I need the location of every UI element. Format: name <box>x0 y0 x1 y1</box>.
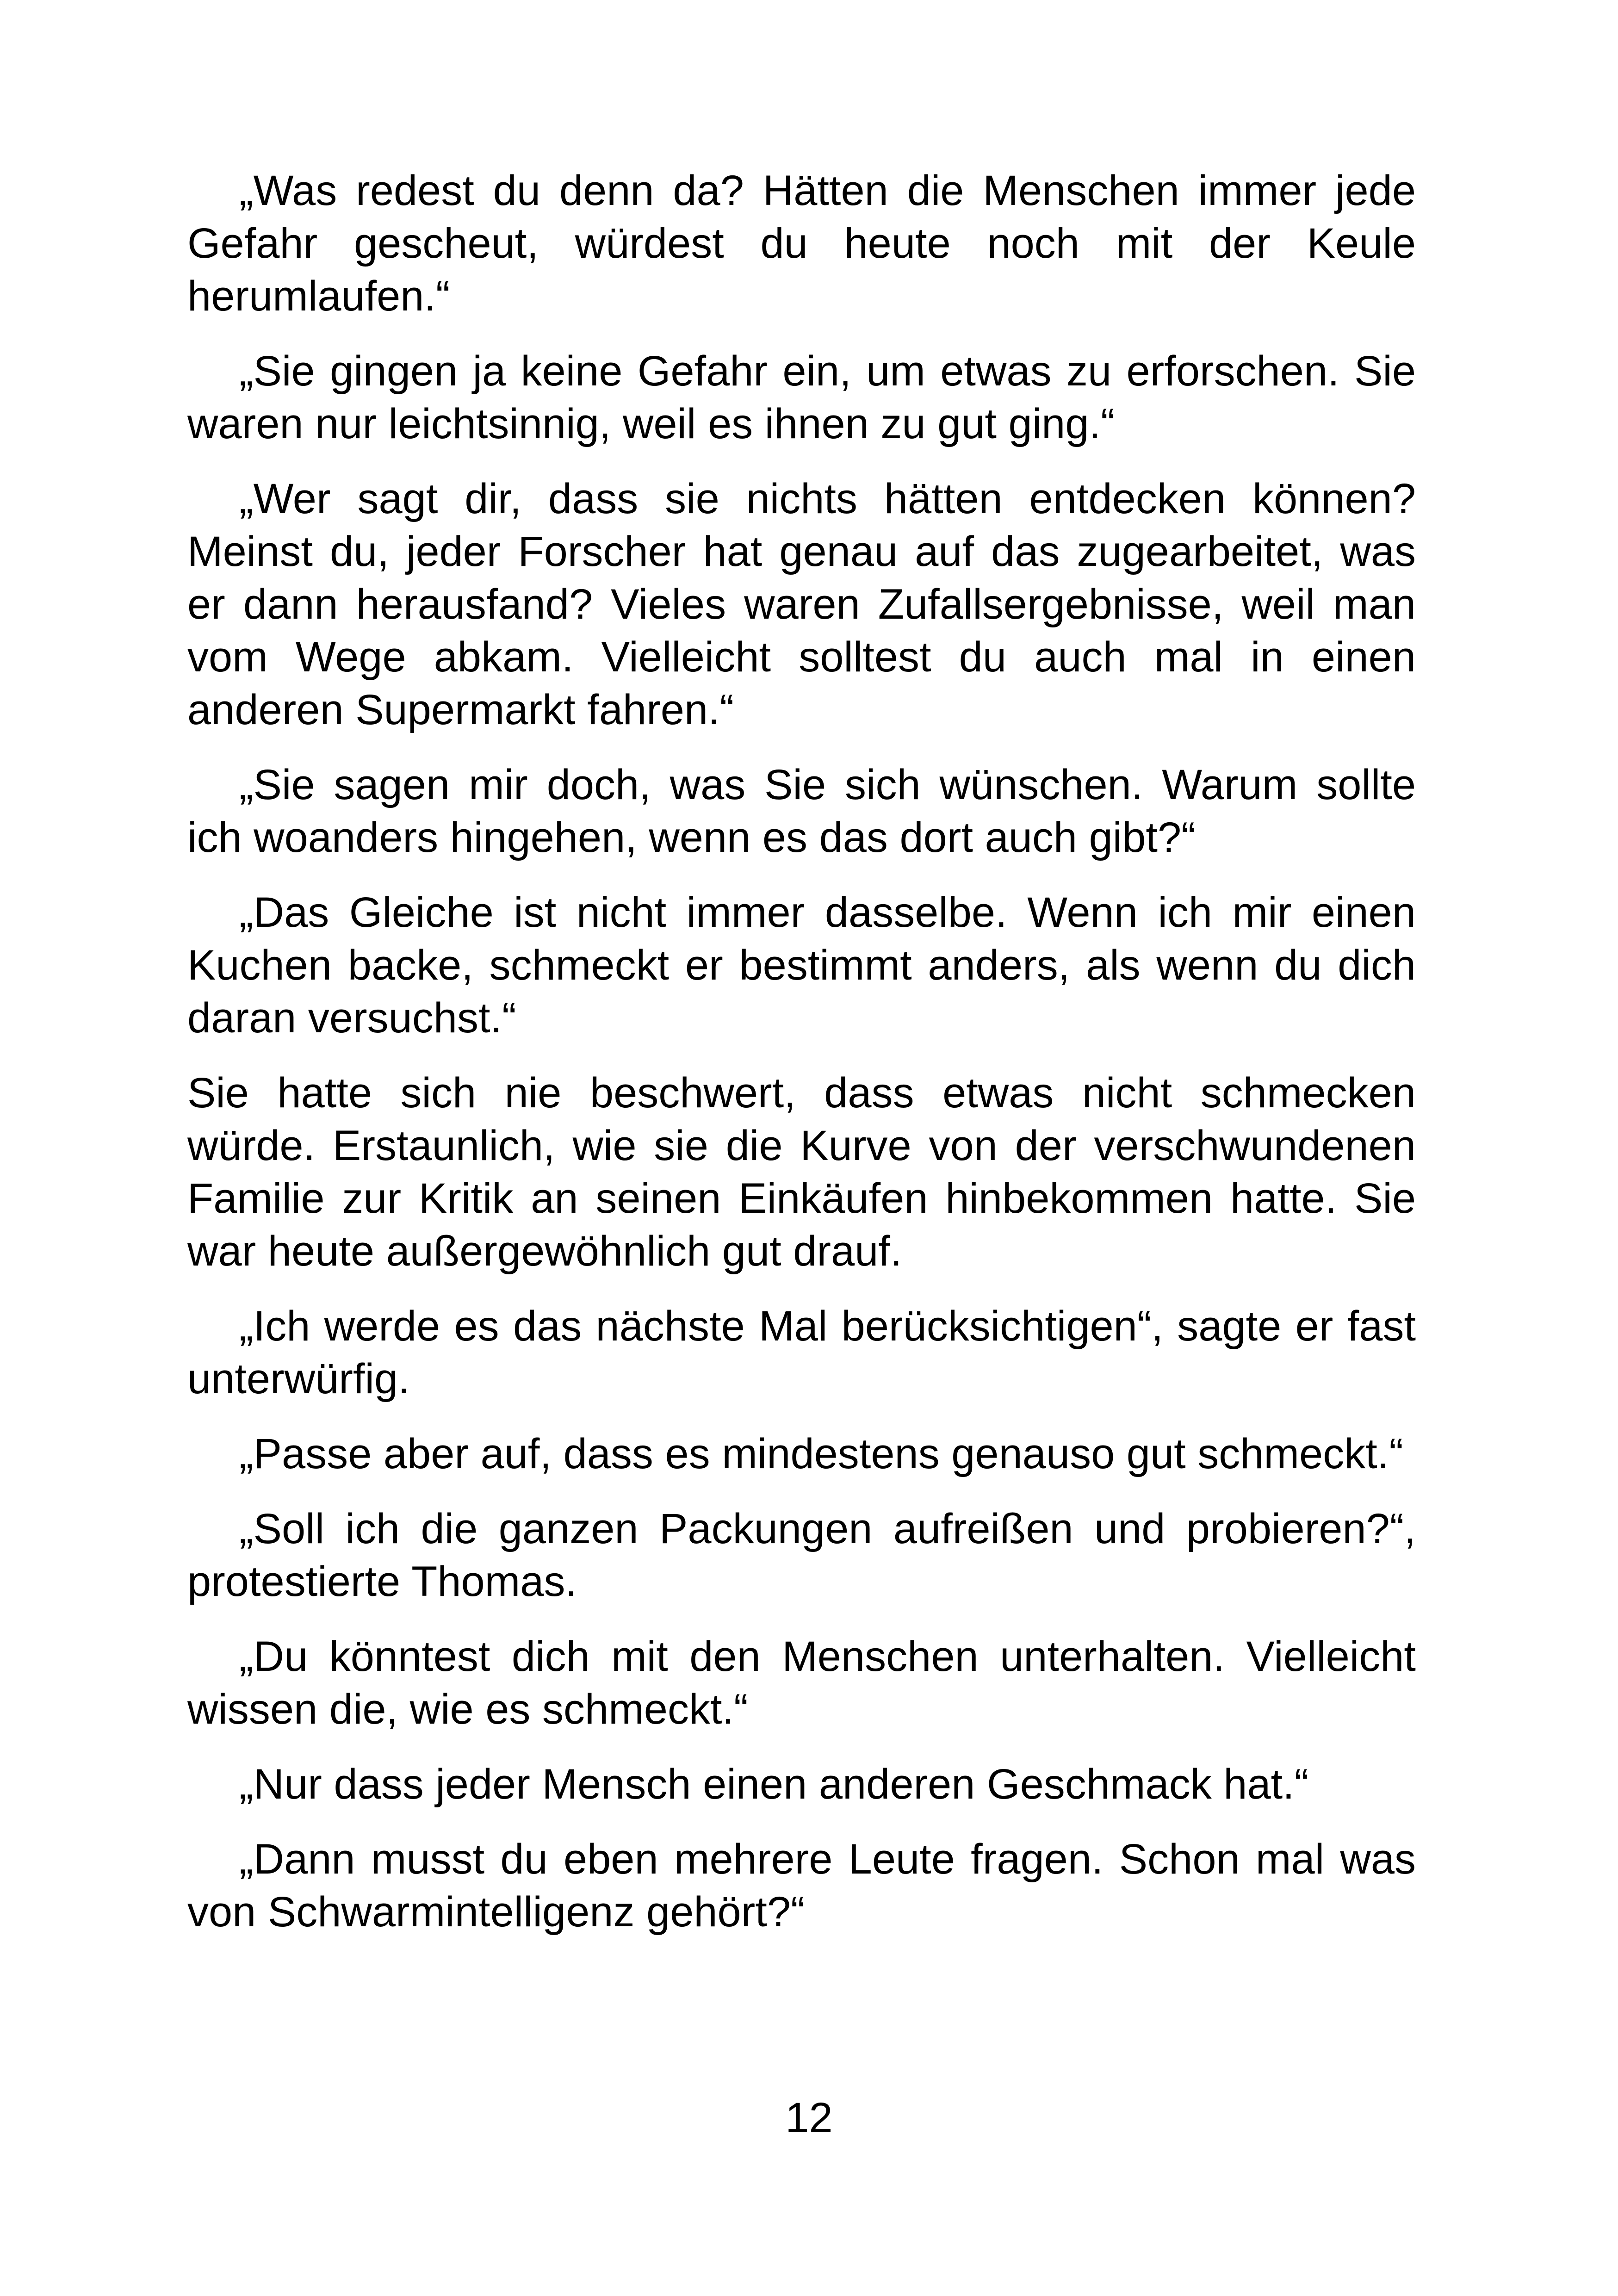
paragraph-7: „Ich werde es das nächste Mal berücksichtigen“, sagte er fast unterwürfig. <box>187 1303 1416 1402</box>
paragraph-8: „Passe aber auf, dass es mindestens genauso gut schmeckt.“ <box>239 1430 1403 1477</box>
paragraph-10: „Du könntest dich mit den Menschen unterhalten. Vielleicht wissen die, wie es schmeckt.“ <box>187 1633 1416 1733</box>
paragraph-5: „Das Gleiche ist nicht immer dasselbe. Wenn ich mir einen Kuchen backe, schmeckt er bestimmt anders, als wenn du dich daran versuchst.“ <box>187 889 1416 1042</box>
paragraph-1: „Was redest du denn da? Hätten die Menschen immer jede Gefahr gescheut, würdest du heute noch mit der Keule herumlaufen.“ <box>187 167 1416 320</box>
paragraph-9: „Soll ich die ganzen Packungen aufreißen und probieren?“, protestierte Thomas. <box>187 1505 1416 1605</box>
paragraph-4: „Sie sagen mir doch, was Sie sich wünschen. Warum sollte ich woanders hingehen, wenn es das dort auch gibt?“ <box>187 761 1416 861</box>
page-number: 12 <box>785 2094 833 2141</box>
paragraph-6: Sie hatte sich nie beschwert, dass etwas nicht schmecken würde. Erstaunlich, wie sie die Kurve von der verschwundenen Familie zur Kritik an seinen Einkäufen hinbekommen hatte. Sie war heute außergewöhnlich gut drauf. <box>187 1069 1416 1275</box>
paragraph-3: „Wer sagt dir, dass sie nichts hätten entdecken können? Meinst du, jeder Forscher hat genau auf das zugearbeitet, was er dann herausfand? Vieles waren Zufallsergebnisse, weil man vom Wege abkam. Vielleicht solltest du auch mal in einen anderen Supermarkt fahren.“ <box>187 475 1416 733</box>
paragraph-11: „Nur dass jeder Mensch einen anderen Geschmack hat.“ <box>239 1761 1309 1808</box>
body-text <box>187 164 1416 1938</box>
paragraph-12: „Dann musst du eben mehrere Leute fragen. Schon mal was von Schwarmintelligenz gehört?“ <box>187 1836 1416 1936</box>
paragraph-2: „Sie gingen ja keine Gefahr ein, um etwas zu erforschen. Sie waren nur leichtsinnig, weil es ihnen zu gut ging.“ <box>187 348 1416 447</box>
